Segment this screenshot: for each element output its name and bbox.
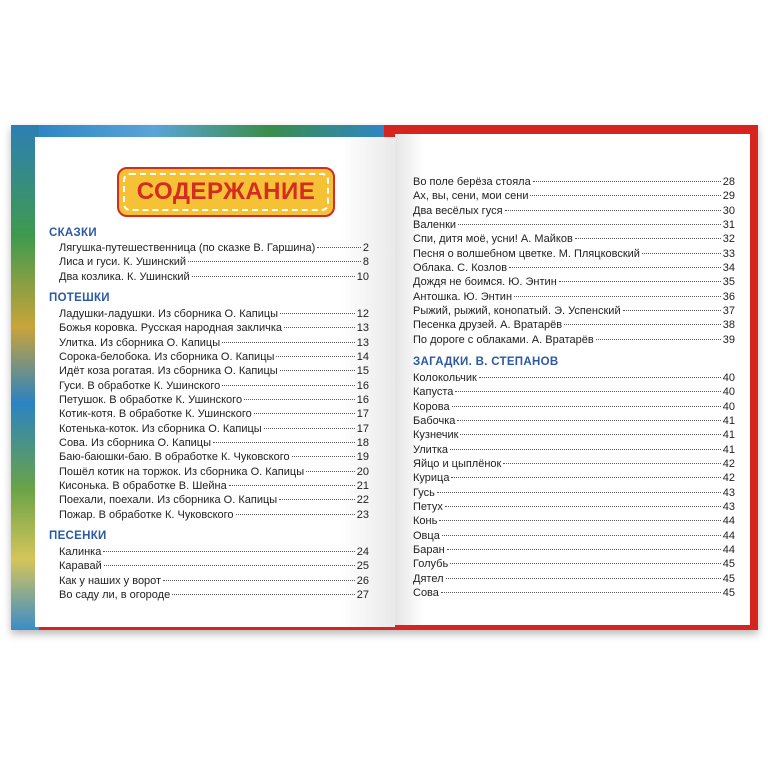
toc-entry-page-number: 14 — [356, 351, 369, 364]
dot-leader — [503, 463, 720, 464]
toc-entry-title: Гуси. В обработке К. Ушинского — [59, 379, 221, 392]
toc-entry-page-number: 16 — [356, 394, 369, 407]
dot-leader — [447, 549, 721, 550]
toc-entry-title: Корова — [413, 400, 450, 413]
toc-entry-page-number: 15 — [356, 365, 369, 378]
toc-entry-page-number: 45 — [722, 587, 735, 600]
toc-entry-page-number: 41 — [722, 415, 735, 428]
toc-entry — [59, 379, 369, 393]
toc-entry-title: Лягушка-путешественница (по сказке В. Гаршина) — [59, 242, 316, 254]
toc-entry-page-number: 40 — [722, 372, 735, 384]
toc-entry-title: Капуста — [413, 386, 454, 399]
toc-entry-page-number: 41 — [722, 429, 735, 442]
toc-entry — [413, 385, 735, 399]
dot-leader — [276, 356, 354, 357]
toc-entry-page-number: 30 — [722, 204, 735, 217]
toc-entry-page-number: 16 — [356, 379, 369, 392]
toc-entry-page-number: 28 — [722, 176, 735, 188]
toc-entry-page-number: 24 — [356, 546, 369, 558]
toc-entry-title: Сова. Из сборника О. Капицы — [59, 437, 212, 450]
toc-entry-page-number: 27 — [356, 589, 369, 602]
dot-leader — [284, 327, 355, 328]
contents-title: СОДЕРЖАНИЕ — [123, 173, 329, 211]
toc-entry-title: Лиса и гуси. К. Ушинский — [59, 256, 187, 269]
toc-entry — [59, 450, 369, 464]
toc-entry — [413, 400, 735, 414]
toc-entry-page-number: 10 — [356, 270, 369, 283]
toc-entry — [59, 407, 369, 421]
toc-entry-title: Поехали, поехали. Из сборника О. Капицы — [59, 494, 278, 507]
toc-entry-title: Идёт коза рогатая. Из сборника О. Капицы — [59, 365, 278, 378]
toc-entry-page-number: 37 — [722, 305, 735, 318]
toc-entry — [413, 471, 735, 485]
toc-entry-page-number: 45 — [722, 572, 735, 585]
toc-entry-page-number: 32 — [722, 233, 735, 246]
toc-entry-title: Ах, вы, сени, мои сени — [413, 190, 529, 203]
toc-entry — [413, 586, 735, 600]
toc-entry-title: Рыжий, рыжий, конопатый. Э. Успенский — [413, 305, 621, 318]
toc-entry — [413, 514, 735, 528]
dot-leader — [306, 471, 355, 472]
toc-entry-page-number: 23 — [356, 508, 369, 521]
toc-entry — [59, 307, 369, 321]
dot-leader — [104, 565, 355, 566]
toc-entry-title: Улитка. Из сборника О. Капицы — [59, 336, 221, 349]
toc-entry — [413, 218, 735, 232]
toc-entry — [59, 436, 369, 450]
toc-entry — [59, 545, 369, 559]
toc-entry-page-number: 34 — [722, 262, 735, 275]
dot-leader — [452, 406, 721, 407]
toc-entry-title: Котенька-коток. Из сборника О. Капицы — [59, 422, 262, 435]
toc-entry-title: Во саду ли, в огороде — [59, 589, 171, 602]
toc-entry — [413, 204, 735, 218]
toc-entry-page-number: 2 — [362, 242, 369, 254]
toc-entry-title: Бабочка — [413, 415, 456, 428]
toc-list-zagadki — [413, 371, 735, 601]
dot-leader — [439, 520, 720, 521]
toc-entry-title: Кисонька. В обработке В. Шейна — [59, 480, 227, 493]
toc-entry — [413, 304, 735, 318]
toc-entry — [59, 350, 369, 364]
toc-entry — [413, 486, 735, 500]
toc-entry-page-number: 38 — [722, 319, 735, 332]
dot-leader — [451, 477, 720, 478]
section-heading-poteshki: ПОТЕШКИ — [49, 292, 110, 304]
toc-entry-page-number: 41 — [722, 443, 735, 456]
dot-leader — [280, 313, 355, 314]
toc-entry-title: Калинка — [59, 546, 102, 558]
dot-leader — [254, 413, 355, 414]
toc-entry — [59, 479, 369, 493]
toc-entry-title: Как у наших у ворот — [59, 574, 162, 587]
toc-entry — [413, 189, 735, 203]
dot-leader — [457, 420, 720, 421]
toc-list-poteshki — [59, 307, 369, 522]
toc-entry-page-number: 29 — [722, 190, 735, 203]
dot-leader — [564, 324, 721, 325]
toc-entry-title: Спи, дитя моё, усни! А. Майков — [413, 233, 573, 246]
left-page — [35, 137, 395, 627]
dot-leader — [103, 551, 354, 552]
dot-leader — [279, 499, 355, 500]
toc-entry-page-number: 12 — [356, 308, 369, 320]
toc-entry — [59, 241, 369, 255]
toc-entry-page-number: 43 — [722, 486, 735, 499]
toc-entry-title: Колокольчик — [413, 372, 477, 384]
toc-entry — [59, 336, 369, 350]
toc-entry-page-number: 44 — [722, 544, 735, 557]
book — [11, 125, 758, 630]
toc-entry-page-number: 20 — [356, 465, 369, 478]
toc-entry-title: Курица — [413, 472, 450, 485]
toc-entry-page-number: 42 — [722, 458, 735, 471]
toc-entry-page-number: 31 — [722, 219, 735, 232]
dot-leader — [596, 339, 721, 340]
dot-leader — [229, 485, 355, 486]
dot-leader — [280, 370, 355, 371]
dot-leader — [172, 594, 355, 595]
toc-entry-title: Антошка. Ю. Энтин — [413, 290, 513, 303]
dot-leader — [533, 181, 721, 182]
dot-leader — [446, 578, 721, 579]
toc-entry — [413, 572, 735, 586]
section-heading-skazki: СКАЗКИ — [49, 227, 97, 239]
cover-edge-top — [39, 125, 384, 137]
dot-leader — [455, 391, 720, 392]
toc-entry-title: Дождя не боимся. Ю. Энтин — [413, 276, 557, 289]
dot-leader — [509, 267, 721, 268]
toc-entry — [413, 275, 735, 289]
toc-entry-title: Божья коровка. Русская народная закличка — [59, 322, 283, 335]
toc-entry-title: Песенка друзей. А. Вратарёв — [413, 319, 563, 332]
toc-entry — [59, 255, 369, 269]
section-heading-zagadki: ЗАГАДКИ. В. СТЕПАНОВ — [413, 356, 559, 368]
dot-leader — [458, 224, 721, 225]
toc-entry — [413, 414, 735, 428]
toc-entry-page-number: 44 — [722, 529, 735, 542]
dot-leader — [450, 449, 721, 450]
toc-entry-title: Два козлика. К. Ушинский — [59, 270, 190, 283]
toc-entry-page-number: 13 — [356, 336, 369, 349]
dot-leader — [505, 210, 721, 211]
dot-leader — [642, 253, 721, 254]
dot-leader — [450, 563, 721, 564]
toc-entry — [413, 529, 735, 543]
toc-entry-title: Петух — [413, 501, 443, 514]
toc-entry-title: Баран — [413, 544, 445, 557]
toc-list-pesenki — [59, 545, 369, 602]
dot-leader — [441, 592, 721, 593]
toc-entry — [59, 559, 369, 573]
toc-entry-page-number: 17 — [356, 408, 369, 421]
toc-entry-title: Во поле берёза стояла — [413, 176, 531, 188]
toc-entry-page-number: 35 — [722, 276, 735, 289]
toc-entry — [413, 557, 735, 571]
toc-entry-page-number: 43 — [722, 501, 735, 514]
toc-entry-page-number: 39 — [722, 333, 735, 346]
dot-leader — [442, 535, 721, 536]
toc-entry-title: Ладушки-ладушки. Из сборника О. Капицы — [59, 308, 279, 320]
toc-entry — [413, 333, 735, 347]
toc-list-pesenki-continued — [413, 175, 735, 347]
toc-entry-page-number: 25 — [356, 560, 369, 573]
toc-entry — [413, 371, 735, 385]
toc-entry-page-number: 40 — [722, 386, 735, 399]
toc-entry-title: Пожар. В обработке К. Чуковского — [59, 508, 234, 521]
toc-entry-title: Дятел — [413, 572, 444, 585]
toc-entry — [413, 175, 735, 189]
toc-entry — [413, 261, 735, 275]
toc-entry — [413, 318, 735, 332]
toc-entry-page-number: 40 — [722, 400, 735, 413]
toc-entry-page-number: 8 — [362, 256, 369, 269]
toc-entry-page-number: 19 — [356, 451, 369, 464]
right-page — [395, 134, 750, 625]
contents-title-plate — [117, 167, 335, 217]
dot-leader — [437, 492, 721, 493]
toc-entry — [59, 364, 369, 378]
toc-entry — [59, 321, 369, 335]
toc-entry-page-number: 36 — [722, 290, 735, 303]
dot-leader — [292, 456, 355, 457]
toc-entry — [59, 493, 369, 507]
toc-entry-page-number: 45 — [722, 558, 735, 571]
dot-leader — [213, 442, 355, 443]
toc-entry-title: Улитка — [413, 443, 449, 456]
toc-entry-title: Пошёл котик на торжок. Из сборника О. Капицы — [59, 465, 305, 478]
toc-entry — [413, 247, 735, 261]
toc-entry-title: Сова — [413, 587, 439, 600]
toc-entry-title: Песня о волшебном цветке. М. Пляцковский — [413, 247, 640, 260]
toc-entry — [413, 232, 735, 246]
toc-entry-title: Сорока-белобока. Из сборника О. Капицы — [59, 351, 275, 364]
toc-entry-title: Кузнечик — [413, 429, 459, 442]
toc-entry-title: Облака. С. Козлов — [413, 262, 508, 275]
toc-entry-page-number: 13 — [356, 322, 369, 335]
toc-entry-page-number: 26 — [356, 574, 369, 587]
toc-entry-title: Каравай — [59, 560, 102, 573]
dot-leader — [445, 506, 721, 507]
toc-entry-title: Петушок. В обработке К. Ушинского — [59, 394, 243, 407]
dot-leader — [559, 281, 721, 282]
dot-leader — [222, 385, 355, 386]
dot-leader — [479, 377, 721, 378]
toc-entry-title: Валенки — [413, 219, 457, 232]
toc-entry-title: По дороге с облаками. А. Вратарёв — [413, 333, 594, 346]
toc-entry-page-number: 21 — [356, 480, 369, 493]
toc-entry-page-number: 18 — [356, 437, 369, 450]
toc-entry — [413, 457, 735, 471]
toc-entry — [59, 270, 369, 284]
toc-list-skazki — [59, 241, 369, 284]
dot-leader — [188, 261, 361, 262]
toc-entry — [413, 290, 735, 304]
toc-entry — [413, 543, 735, 557]
toc-entry-page-number: 33 — [722, 247, 735, 260]
toc-entry-title: Котик-котя. В обработке К. Ушинского — [59, 408, 252, 421]
toc-entry — [413, 428, 735, 442]
dot-leader — [514, 296, 721, 297]
toc-entry — [59, 465, 369, 479]
toc-entry — [59, 393, 369, 407]
toc-entry-page-number: 17 — [356, 422, 369, 435]
dot-leader — [530, 195, 720, 196]
toc-entry — [59, 422, 369, 436]
dot-leader — [163, 580, 355, 581]
toc-entry — [59, 508, 369, 522]
dot-leader — [236, 514, 355, 515]
toc-entry-title: Конь — [413, 515, 438, 528]
dot-leader — [317, 247, 361, 248]
toc-entry — [59, 588, 369, 602]
toc-entry-title: Овца — [413, 529, 440, 542]
section-heading-pesenki: ПЕСЕНКИ — [49, 530, 107, 542]
toc-entry-page-number: 44 — [722, 515, 735, 528]
dot-leader — [460, 434, 720, 435]
toc-entry-title: Баю-баюшки-баю. В обработке К. Чуковского — [59, 451, 290, 464]
toc-entry-title: Яйцо и цыплёнок — [413, 458, 502, 471]
toc-entry — [413, 443, 735, 457]
toc-entry-page-number: 42 — [722, 472, 735, 485]
toc-entry — [413, 500, 735, 514]
dot-leader — [222, 342, 355, 343]
dot-leader — [244, 399, 355, 400]
dot-leader — [575, 238, 721, 239]
dot-leader — [264, 428, 355, 429]
toc-entry-page-number: 22 — [356, 494, 369, 507]
toc-entry-title: Два весёлых гуся — [413, 204, 503, 217]
dot-leader — [192, 276, 355, 277]
toc-entry-title: Голубь — [413, 558, 449, 571]
toc-entry — [59, 574, 369, 588]
toc-entry-title: Гусь — [413, 486, 435, 499]
dot-leader — [623, 310, 721, 311]
